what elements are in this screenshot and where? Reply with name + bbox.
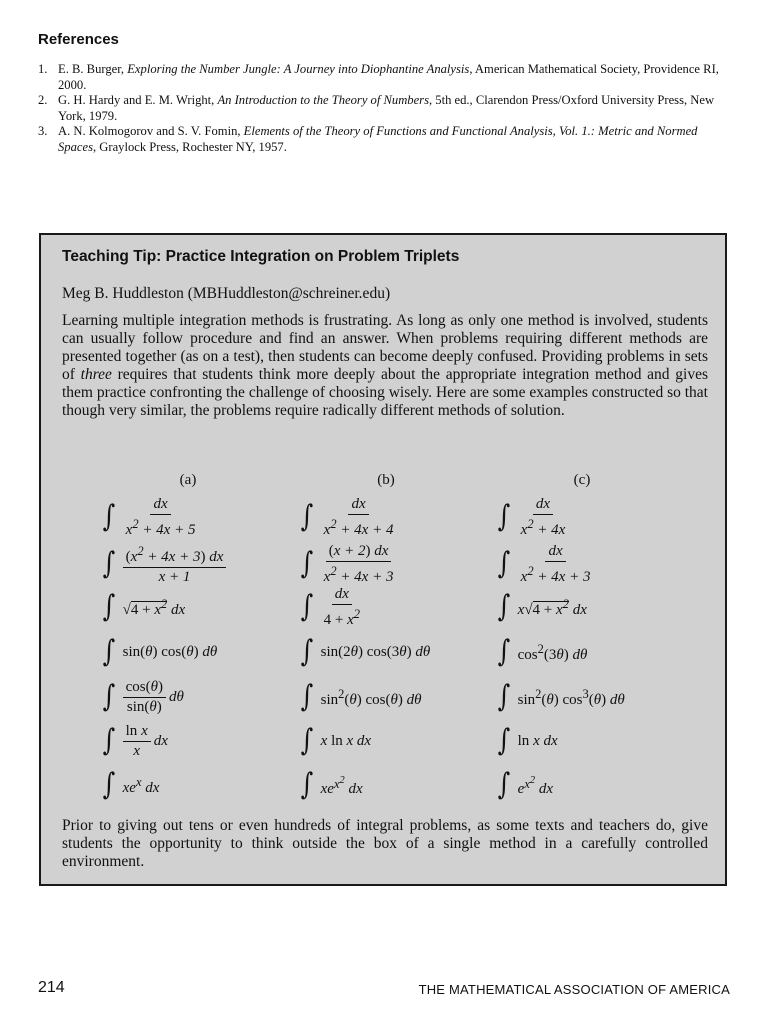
reference-number: 2. <box>38 93 48 107</box>
integral-sign-icon: ∫ <box>300 499 314 534</box>
teaching-tip-conclusion: Prior to giving out tens or even hundreds of integral problems, as some texts and teachers do, give students the opportunity to think outside the box of a single method in a carefully controlled environment. <box>62 817 708 870</box>
integral-5a: ∫ $\frac{\cos(\theta)}{\sin(\theta)}$ dθ <box>102 678 184 715</box>
integral-3a: ∫ $√4 + x^2$ dx <box>102 589 186 624</box>
references-heading: References <box>38 31 119 48</box>
reference-authors: A. N. Kolmogorov and S. V. Fomin, <box>58 124 244 138</box>
integral-2a: ∫ $\frac{(x^2 + 4x + 3) dx}{x + 1}$ <box>101 542 226 586</box>
reference-number: 1. <box>38 62 48 76</box>
integral-sign-icon: ∫ <box>497 499 511 534</box>
integral-sign-icon: ∫ <box>300 546 314 581</box>
integral-4c: ∫ $\cos^2(3\theta)$ dθ <box>497 634 588 669</box>
integral-sign-icon: ∫ <box>102 634 116 669</box>
integral-sign-icon: ∫ <box>102 723 116 758</box>
reference-number: 3. <box>38 124 48 138</box>
references-list <box>38 62 730 155</box>
integral-sign-icon: ∫ <box>497 634 511 669</box>
integral-sign-icon: ∫ <box>102 679 116 714</box>
column-label-a: (a) <box>179 472 197 488</box>
reference-publisher: , Graylock Press, Rochester NY, 1957. <box>92 139 287 154</box>
teaching-tip-title: Teaching Tip: Practice Integration on Problem Triplets <box>62 248 460 265</box>
journal-name: THE MATHEMATICAL ASSOCIATION OF AMERICA <box>418 982 730 997</box>
integral-sign-icon: ∫ <box>102 589 116 624</box>
integral-sign-icon: ∫ <box>300 767 314 802</box>
integral-sign-icon: ∫ <box>300 634 314 669</box>
integral-2c: ∫ $\frac{dx}{x^2 + 4x + 3}$ <box>497 542 591 585</box>
teaching-tip-box <box>39 233 727 886</box>
integral-6b: ∫ x ln x dx <box>300 723 372 758</box>
integral-sign-icon: ∫ <box>300 679 314 714</box>
reference-item <box>38 124 730 155</box>
integral-5c: ∫ $\sin^2(\theta)$ $\cos^3(\theta)$ dθ <box>497 679 625 714</box>
integral-sign-icon: ∫ <box>497 767 511 802</box>
integral-sign-icon: ∫ <box>300 723 314 758</box>
reference-publisher: , American Mathematical Society, Providence RI, 2000. <box>58 62 719 92</box>
integral-sign-icon: ∫ <box>102 499 116 534</box>
integral-sign-icon: ∫ <box>102 546 116 581</box>
reference-publisher: , 5th ed., Clarendon Press/Oxford University Press, New York, 1979. <box>58 93 715 123</box>
reference-title: Elements of the Theory of Functions and Functional Analysis, Vol. 1.: Metric and Normed Spaces <box>58 124 698 154</box>
intro-text-continued: requires that students think more deeply about the appropriate integration method and gives them practice confronting the challenge of choosing wisely. Here are some examples constructed so that though very similar, the problems require radically different methods of solution. <box>62 366 708 419</box>
intro-emphasis: three <box>80 366 112 383</box>
page-number: 214 <box>38 979 65 996</box>
integral-7a: ∫ $xe^x$ dx <box>102 767 160 802</box>
integral-6a: ∫ $\frac{\text{ln x}}{x}$ dx <box>102 722 168 759</box>
reference-item <box>38 93 730 124</box>
integral-5b: ∫ $\sin^2(\theta)$ cos(θ) dθ <box>300 679 422 714</box>
integral-7c: ∫ $e^{x^2}$ dx <box>497 767 553 802</box>
reference-title: An Introduction to the Theory of Numbers <box>217 93 429 107</box>
reference-item <box>38 62 730 93</box>
integral-6c: ∫ ln x dx <box>497 723 558 758</box>
reference-title: Exploring the Number Jungle: A Journey into Diophantine Analysis <box>127 62 470 76</box>
integral-sign-icon: ∫ <box>497 723 511 758</box>
integral-3c: ∫ $x√4 + x^2$ dx <box>497 589 587 624</box>
teaching-tip-intro <box>62 312 708 420</box>
integral-sign-icon: ∫ <box>300 589 314 624</box>
reference-authors: E. B. Burger, <box>58 62 128 76</box>
integral-sign-icon: ∫ <box>497 546 511 581</box>
teaching-tip-author: Meg B. Huddleston (MBHuddleston@schreiner.edu) <box>62 285 391 302</box>
integral-4b: ∫ sin(2θ) cos(3θ) dθ <box>300 634 431 669</box>
integral-3b: ∫ $\frac{dx}{4 + x^2}$ <box>300 585 361 628</box>
integral-sign-icon: ∫ <box>497 589 511 624</box>
intro-text: Learning multiple integration methods is frustrating. As long as only one method is involved, students can usually follow procedure and find an answer. When problems requiring different methods are presented together (as on a test), then students can become deeply confused. Providing problems in sets of <box>62 312 708 383</box>
integral-1c: ∫ $\frac{dx}{x^2 + 4x}$ <box>497 495 566 538</box>
column-label-c: (c) <box>573 472 591 488</box>
integral-1b: ∫ $\frac{dx}{x^2 + 4x + 4}$ <box>300 495 394 538</box>
integral-1a: ∫ $\frac{dx}{x^2 + 4x + 5}$ <box>102 495 196 538</box>
reference-authors: G. H. Hardy and E. M. Wright, <box>58 93 218 107</box>
integral-7b: ∫ $xe^{x^2}$ dx <box>300 767 363 802</box>
integral-sign-icon: ∫ <box>102 767 116 802</box>
column-label-b: (b) <box>377 472 395 488</box>
integral-2b: ∫ $\frac{(x + 2) dx}{x^2 + 4x + 3}$ <box>300 542 394 585</box>
integral-4a: ∫ sin(θ) cos(θ) dθ <box>102 634 218 669</box>
integral-sign-icon: ∫ <box>497 679 511 714</box>
